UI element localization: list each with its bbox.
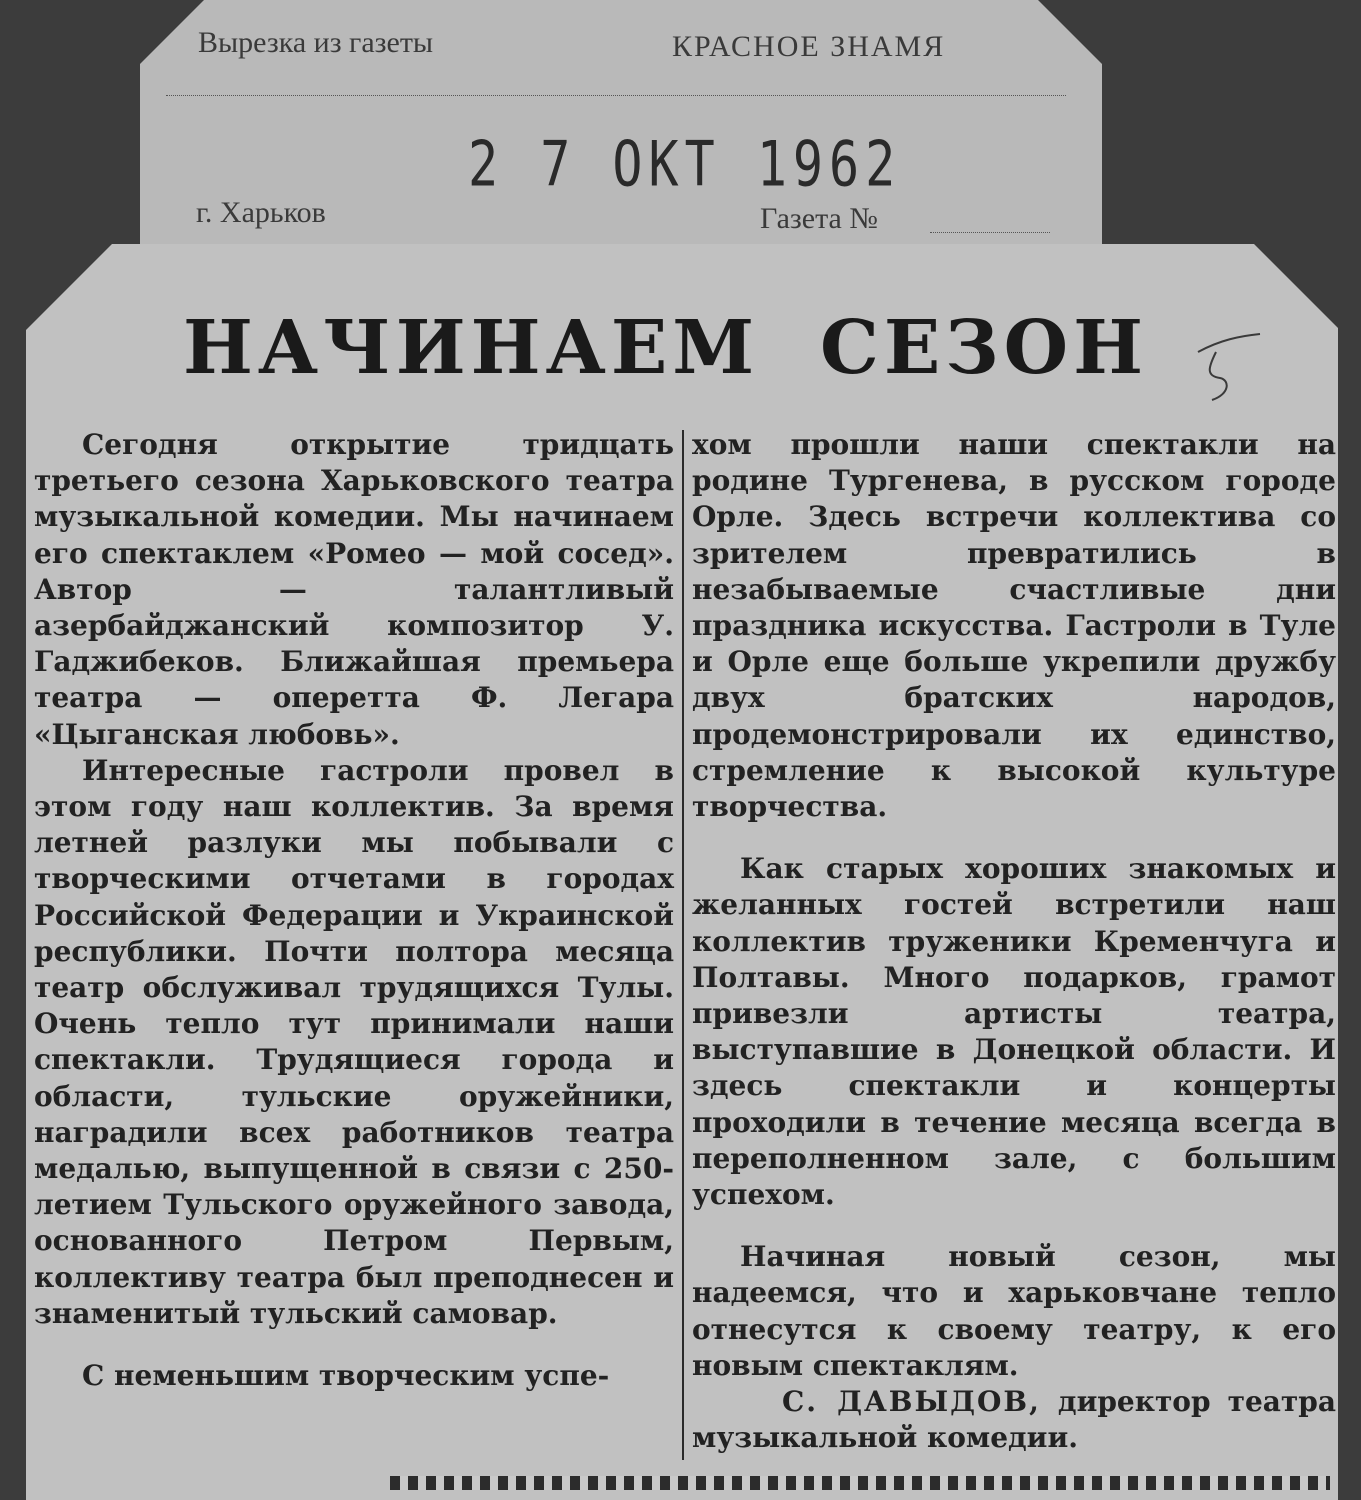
article-left-column (34, 427, 674, 1394)
paragraph-kremenchug-poltava: Как старых хороших знакомых и желанных гостей встретили наш коллектив труженики Кременчуга и Полтавы. Много подарков, грамот привезли артисты театра, выступавшие в Донецкой области. И здесь спектакли и концерты проходили в течение месяца всегда в переполненном зале, с большим успехом. (692, 852, 1336, 1212)
slip-line-top (166, 95, 1066, 96)
paragraph-orel-tour: хом прошли наши спектакли на родине Тургенева, в русском городе Орле. Здесь встречи коллектива со зрителем превратились в незабываемые счастливые дни праздника искусства. Гастроли в Туле и Орле еще больше укрепили дружбу двух братских народов, продемонстрировали их единство, стремление к высокой культуре творчества. (692, 428, 1336, 824)
newspaper-name: КРАСНОЕ ЗНАМЯ (672, 30, 946, 63)
signature-name: С. ДАВЫДОВ, (782, 1385, 1041, 1419)
article-right-column (692, 427, 1336, 1456)
city-label: г. Харьков (196, 196, 326, 229)
paragraph-season-opening: Сегодня открытие тридцать третьего сезона Харьковского театра музыкальной комедии. Мы начинаем его спектаклем «Ромео — мой сосед». Автор — талантливый азербайджанский композитор У. Гаджибеков. Ближайшая премьера театра — оперетта Ф. Легара «Цыганская любовь». (34, 428, 674, 751)
paragraph-continuation-start: С неменьшим творческим успе- (82, 1359, 610, 1393)
article-headline: НАЧИНАЕМ СЕЗОН (183, 305, 1148, 391)
cutting-label: Вырезка из газеты (198, 26, 434, 59)
issue-number-line (930, 232, 1050, 233)
paragraph-new-season: Начиная новый сезон, мы надеемся, что и харьковчане тепло отнесутся к своему театру, к его новым спектаклям. (692, 1240, 1336, 1382)
pen-mark-icon (1190, 330, 1270, 410)
column-divider (682, 430, 684, 1460)
article-signature (692, 1384, 1336, 1456)
signature-title: директор театра музыкальной комедии. (692, 1385, 1337, 1455)
date-stamp: 2 7 ОКТ 1962 (468, 128, 902, 201)
paragraph-summer-tour: Интересные гастроли провел в этом году наш коллектив. За время летней разлуки мы побывали с творческими отчетами в городах Российской Федерации и Украинской республики. Почти полтора месяца театр обслуживал трудящихся Тулы. Очень тепло тут принимали наши спектакли. Трудящиеся города и области, тульские оружейники, наградили всех работников театра медалью, выпущенной в связи с 250-летием Тульского оружейного завода, основанного Петром Первым, коллективу театра был преподнесен и знаменитый тульский самовар. (34, 753, 674, 1330)
torn-edge-strip (390, 1476, 1330, 1490)
issue-label: Газета № (760, 202, 878, 235)
